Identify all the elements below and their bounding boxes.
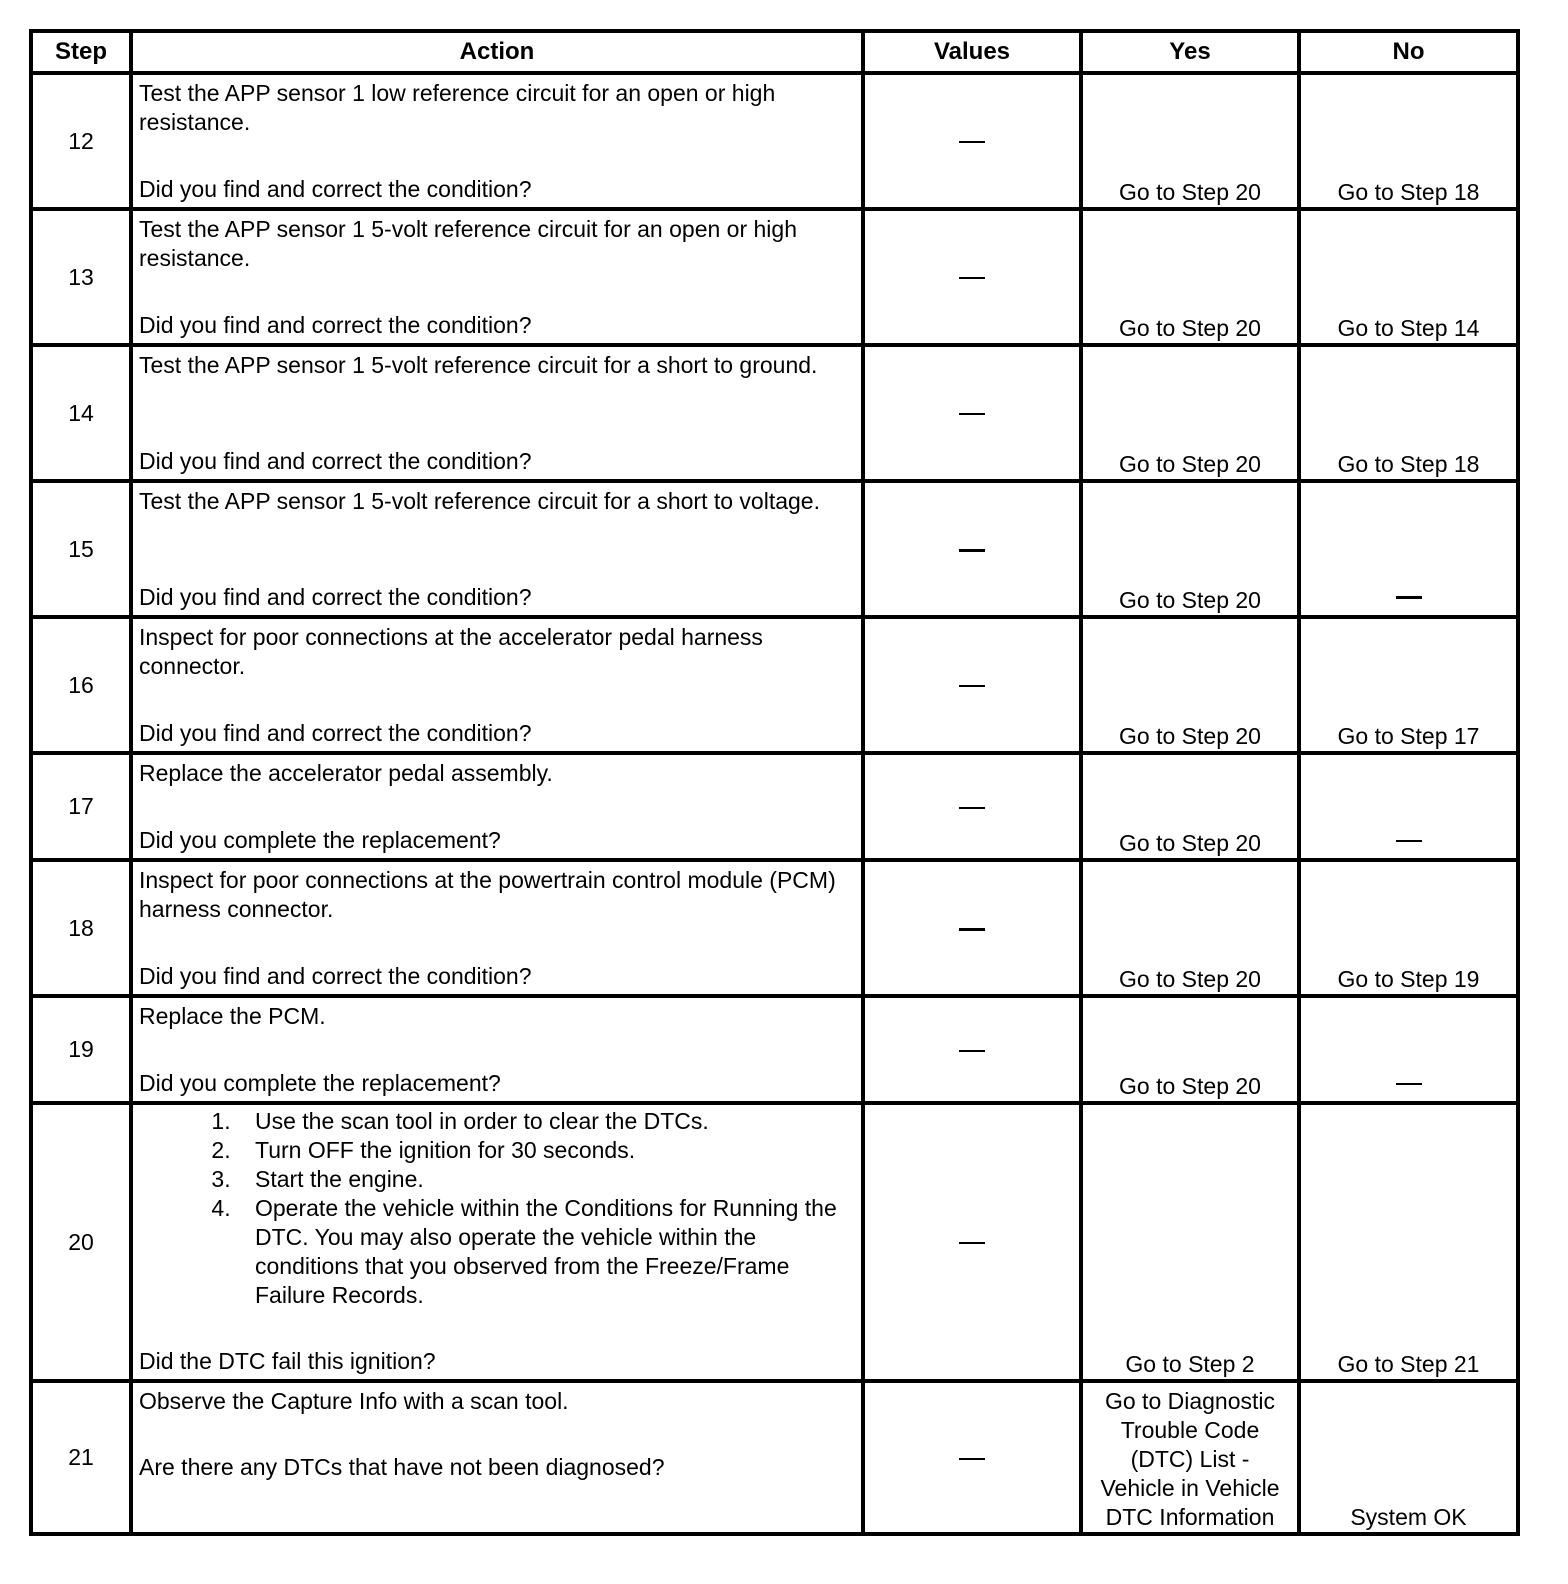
values-dash [959, 1050, 985, 1052]
no-text: Go to Step 18 [1337, 451, 1480, 477]
yes-cell [1081, 73, 1299, 209]
action-cell [131, 1103, 863, 1381]
action-cell [131, 481, 863, 617]
header-action: Action [131, 31, 863, 73]
step-number: 16 [31, 617, 131, 753]
procedure-item: 1. Use the scan tool in order to clear the DTCs. [237, 1107, 861, 1136]
action-instruction: Test the APP sensor 1 low reference circuit for an open or high resistance. [139, 80, 776, 135]
no-cell [1299, 1103, 1518, 1381]
yes-text: Go to Step 20 [1119, 1073, 1261, 1099]
action-cell [131, 73, 863, 209]
yes-cell [1081, 209, 1299, 345]
step-number: 13 [31, 209, 131, 345]
values-cell [863, 345, 1081, 481]
step-number: 18 [31, 860, 131, 996]
yes-cell [1081, 996, 1299, 1103]
action-instruction: Test the APP sensor 1 5-volt reference circuit for a short to voltage. [139, 488, 820, 514]
no-cell [1299, 1381, 1518, 1534]
action-question: Did the DTC fail this ignition? [139, 1348, 436, 1374]
yes-cell [1081, 1103, 1299, 1381]
values-cell [863, 1381, 1081, 1534]
yes-cell [1081, 345, 1299, 481]
table-row [31, 209, 1518, 345]
action-instruction: Replace the PCM. [139, 1003, 326, 1029]
step-number: 14 [31, 345, 131, 481]
values-dash [959, 685, 985, 687]
values-dash [959, 549, 985, 552]
values-dash [959, 141, 985, 143]
yes-text-line: (DTC) List - [1130, 1446, 1250, 1472]
yes-cell [1081, 1381, 1299, 1534]
no-text: Go to Step 18 [1337, 179, 1480, 205]
values-cell [863, 753, 1081, 860]
yes-text-line: DTC Information [1105, 1504, 1275, 1530]
action-question: Did you find and correct the condition? [139, 584, 532, 610]
action-cell [131, 860, 863, 996]
yes-text: Go to Step 20 [1119, 451, 1261, 477]
no-dash [1396, 596, 1422, 599]
values-dash [959, 1242, 985, 1244]
no-cell [1299, 617, 1518, 753]
action-question: Did you find and correct the condition? [139, 963, 532, 989]
header-no: No [1299, 31, 1518, 73]
yes-text: Go to Step 20 [1119, 966, 1261, 992]
step-number: 20 [31, 1103, 131, 1381]
yes-text-line: Go to Diagnostic [1104, 1388, 1276, 1414]
no-text: Go to Step 21 [1337, 1351, 1480, 1377]
step-number: 17 [31, 753, 131, 860]
action-question: Did you find and correct the condition? [139, 448, 532, 474]
action-instruction: Test the APP sensor 1 5-volt reference circuit for a short to ground. [139, 352, 818, 378]
yes-cell [1081, 481, 1299, 617]
table-row [31, 860, 1518, 996]
table-row [31, 996, 1518, 1103]
yes-text: Go to Step 20 [1119, 587, 1261, 613]
yes-text: Go to Step 20 [1119, 179, 1261, 205]
no-cell [1299, 481, 1518, 617]
yes-cell [1081, 753, 1299, 860]
no-text: Go to Step 14 [1337, 315, 1480, 341]
yes-text: Go to Step 20 [1119, 315, 1261, 341]
yes-cell [1081, 860, 1299, 996]
no-cell [1299, 860, 1518, 996]
yes-text: Go to Step 20 [1119, 830, 1261, 856]
action-question: Did you find and correct the condition? [139, 720, 532, 746]
yes-text: Go to Step 2 [1125, 1351, 1255, 1377]
no-cell [1299, 753, 1518, 860]
table-row [31, 481, 1518, 617]
action-question: Did you find and correct the condition? [139, 176, 532, 202]
no-text: Go to Step 17 [1337, 723, 1480, 749]
no-cell [1299, 345, 1518, 481]
procedure-list [133, 1107, 861, 1310]
values-dash [959, 277, 985, 279]
no-text: Go to Step 19 [1337, 966, 1480, 992]
action-cell [131, 209, 863, 345]
step-number: 19 [31, 996, 131, 1103]
no-dash [1396, 840, 1422, 842]
action-instruction: Inspect for poor connections at the accelerator pedal harness connector. [139, 624, 763, 679]
no-cell [1299, 996, 1518, 1103]
action-question: Are there any DTCs that have not been diagnosed? [139, 1454, 665, 1480]
header-values: Values [863, 31, 1081, 73]
header-yes: Yes [1081, 31, 1299, 73]
action-instruction: Inspect for poor connections at the powertrain control module (PCM) harness connector. [139, 867, 836, 922]
values-dash [959, 1458, 985, 1460]
action-cell [131, 345, 863, 481]
yes-cell [1081, 617, 1299, 753]
step-number: 21 [31, 1381, 131, 1534]
diagnostic-table [29, 29, 1520, 1536]
procedure-item: 2. Turn OFF the ignition for 30 seconds. [237, 1136, 861, 1165]
values-cell [863, 996, 1081, 1103]
action-cell [131, 617, 863, 753]
no-cell [1299, 209, 1518, 345]
table-row [31, 73, 1518, 209]
header-row [31, 31, 1518, 73]
action-instruction: Observe the Capture Info with a scan tool. [139, 1388, 569, 1414]
values-cell [863, 1103, 1081, 1381]
values-dash [959, 928, 985, 931]
action-cell [131, 753, 863, 860]
no-dash [1396, 1083, 1422, 1085]
table-row [31, 1381, 1518, 1534]
table-row [31, 753, 1518, 860]
header-step: Step [31, 31, 131, 73]
procedure-item: 3. Start the engine. [237, 1165, 861, 1194]
action-cell [131, 996, 863, 1103]
table-row [31, 345, 1518, 481]
values-cell [863, 481, 1081, 617]
table-row [31, 1103, 1518, 1381]
action-cell [131, 1381, 863, 1534]
values-cell [863, 617, 1081, 753]
no-cell [1299, 73, 1518, 209]
step-number: 15 [31, 481, 131, 617]
action-instruction: Replace the accelerator pedal assembly. [139, 760, 553, 786]
action-question: Did you complete the replacement? [139, 827, 501, 853]
no-text: System OK [1350, 1504, 1467, 1530]
values-cell [863, 73, 1081, 209]
yes-text-line: Vehicle in Vehicle [1100, 1475, 1280, 1501]
values-dash [959, 413, 985, 415]
values-dash [959, 807, 985, 809]
action-question: Did you find and correct the condition? [139, 312, 532, 338]
action-question: Did you complete the replacement? [139, 1070, 501, 1096]
step-number: 12 [31, 73, 131, 209]
yes-text: Go to Step 20 [1119, 723, 1261, 749]
values-cell [863, 209, 1081, 345]
table-row [31, 617, 1518, 753]
action-instruction: Test the APP sensor 1 5-volt reference circuit for an open or high resistance. [139, 216, 797, 271]
procedure-item: 4. Operate the vehicle within the Conditions for Running the DTC. You may also operate the vehicle within the conditions that you observed from the Freeze/Frame Failure Records. [237, 1194, 861, 1310]
values-cell [863, 860, 1081, 996]
yes-text-line: Trouble Code [1120, 1417, 1260, 1443]
